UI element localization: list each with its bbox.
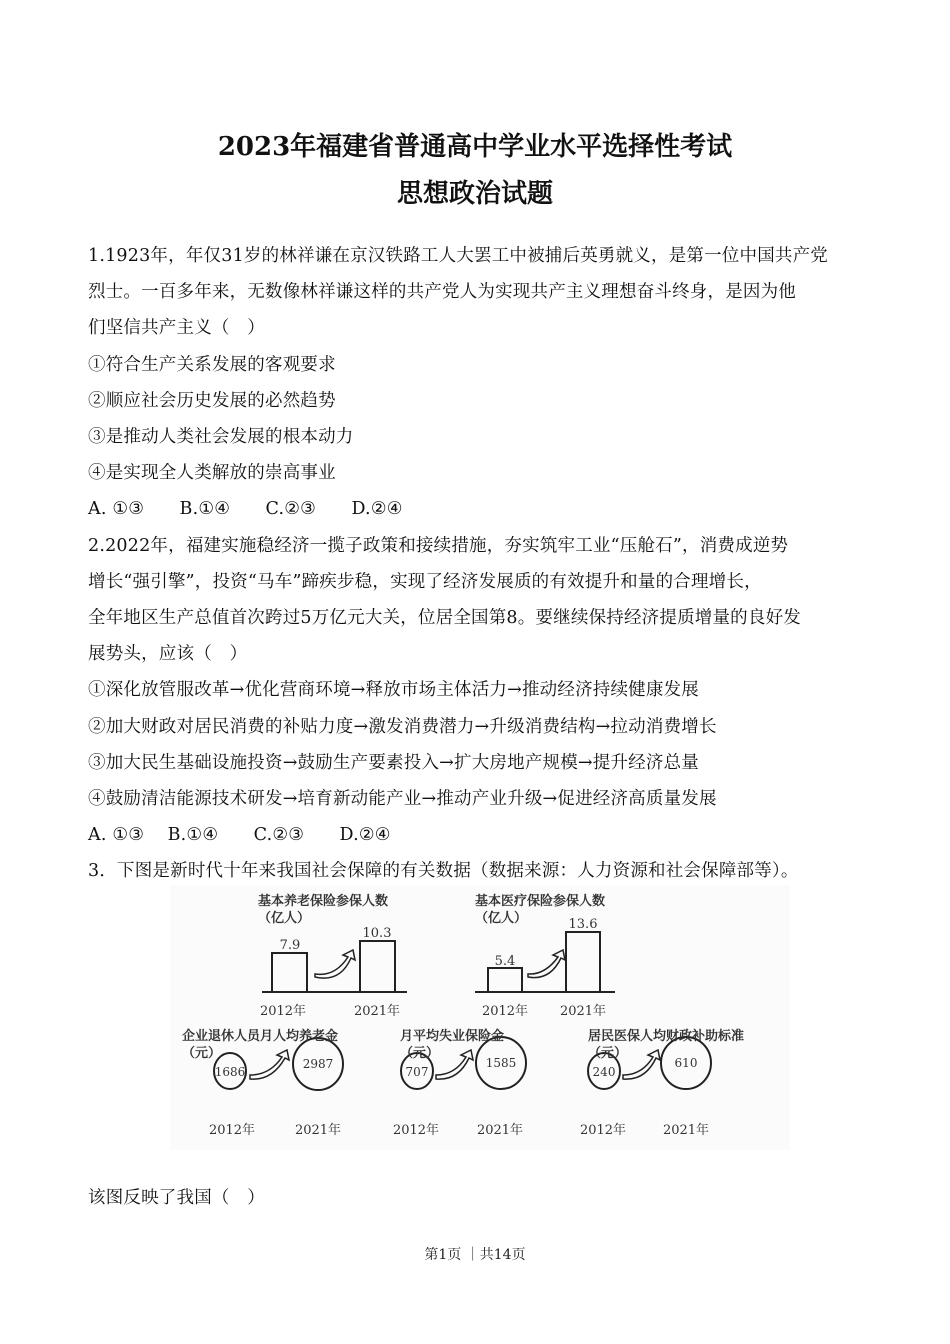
arrow-icon xyxy=(528,950,565,978)
year-label: 2012年 xyxy=(481,1004,529,1019)
value-label: 2987 xyxy=(302,1057,334,1071)
text-line: ①符合生产关系发展的客观要求 xyxy=(88,354,336,375)
text-line: A. ①③ B.①④ C.②③ D.②④ xyxy=(88,499,403,520)
arrow-icon xyxy=(315,950,355,978)
bar-medical-2021 xyxy=(566,932,600,992)
exam-title: 2023年福建省普通高中学业水平选择性考试 xyxy=(217,132,733,162)
year-label: 2012年 xyxy=(579,1123,627,1138)
chart-title: 基本养老保险参保人数 xyxy=(258,894,389,909)
text-line: ①深化放管服改革→优化营商环境→释放市场主体活力→推动经济持续健康发展 xyxy=(88,680,699,701)
chart-title: 月平均失业保险金 xyxy=(400,1029,505,1044)
chart-unit: （元） xyxy=(400,1046,440,1061)
text-line: 展势头，应该（ ） xyxy=(88,644,248,665)
value-label: 707 xyxy=(405,1065,429,1079)
value-label: 240 xyxy=(592,1065,616,1079)
bar-pension-2012 xyxy=(272,953,307,992)
year-label: 2012年 xyxy=(392,1123,440,1138)
text-line: ②加大财政对居民消费的补贴力度→激发消费潜力→升级消费结构→拉动消费增长 xyxy=(88,716,717,737)
value-label: 5.4 xyxy=(494,954,516,969)
text-line: 2.2022年，福建实施稳经济一揽子政策和接续措施，夯实筑牢工业“压舱石”，消费成逆势 xyxy=(88,535,789,556)
year-label: 2012年 xyxy=(208,1123,256,1138)
text-line: 们坚信共产主义（ ） xyxy=(88,318,265,339)
value-label: 13.6 xyxy=(568,917,598,932)
chart-unit: （元） xyxy=(182,1046,222,1061)
text-line: 3．下图是新时代十年来我国社会保障的有关数据（数据来源：人力资源和社会保障部等）。 xyxy=(88,861,799,882)
text-line: 1.1923年，年仅31岁的林祥谦在京汉铁路工人大罢工中被捕后英勇就义，是第一位中国共产党 xyxy=(88,246,828,266)
arrow-icon xyxy=(436,1050,473,1079)
chart-unit: （亿人） xyxy=(475,911,528,926)
text-line: ④是实现全人类解放的崇高事业 xyxy=(88,463,336,484)
question-stem: 该图反映了我国（ ） xyxy=(88,1188,265,1208)
text-line: 烈士。一百多年来，无数像林祥谦这样的共产党人为实现共产主义理想奋斗终身，是因为他 xyxy=(88,282,796,303)
text-line: A. ①③ B.①④ C.②③ D.②④ xyxy=(88,825,391,846)
chart-title: 基本医疗保险参保人数 xyxy=(475,894,606,909)
text-line: ③是推动人类社会发展的根本动力 xyxy=(88,427,354,447)
chart-title: 居民医保人均财政补助标准 xyxy=(588,1029,745,1044)
chart-unit: （元） xyxy=(588,1046,628,1061)
value-label: 10.3 xyxy=(362,926,392,941)
year-label: 2021年 xyxy=(662,1123,710,1138)
text-line: 增长“强引擎”，投资“马车”蹄疾步稳，实现了经济发展质的有效提升和量的合理增长， xyxy=(88,571,762,592)
value-label: 1585 xyxy=(485,1056,517,1070)
year-label: 2021年 xyxy=(559,1004,607,1019)
text-line: ③加大民生基础设施投资→鼓励生产要素投入→扩大房地产规模→提升经济总量 xyxy=(88,752,699,773)
year-label: 2012年 xyxy=(259,1004,307,1019)
exam-subtitle: 思想政治试题 xyxy=(396,179,553,209)
text-line: ②顺应社会历史发展的必然趋势 xyxy=(88,390,336,411)
year-label: 2021年 xyxy=(476,1123,524,1138)
page-footer: 第1页 ｜共14页 xyxy=(424,1247,526,1263)
arrow-icon xyxy=(623,1050,660,1079)
text-line: ④鼓励清洁能源技术研发→培育新动能产业→推动产业升级→促进经济高质量发展 xyxy=(88,789,717,809)
text-line: 全年地区生产总值首次跨过5万亿元大关，位居全国第8。要继续保持经济提质增量的良好发 xyxy=(88,608,801,628)
bar-pension-2021 xyxy=(360,941,395,992)
value-label: 610 xyxy=(674,1056,698,1070)
year-label: 2021年 xyxy=(353,1004,401,1019)
value-label: 1686 xyxy=(214,1065,246,1079)
chart-unit: （亿人） xyxy=(258,911,311,926)
bar-medical-2012 xyxy=(488,968,522,992)
social-security-figure xyxy=(170,885,790,1150)
year-label: 2021年 xyxy=(294,1123,342,1138)
chart-title: 企业退休人员月人均养老金 xyxy=(182,1029,339,1044)
value-label: 7.9 xyxy=(279,938,301,953)
arrow-icon xyxy=(250,1050,289,1079)
